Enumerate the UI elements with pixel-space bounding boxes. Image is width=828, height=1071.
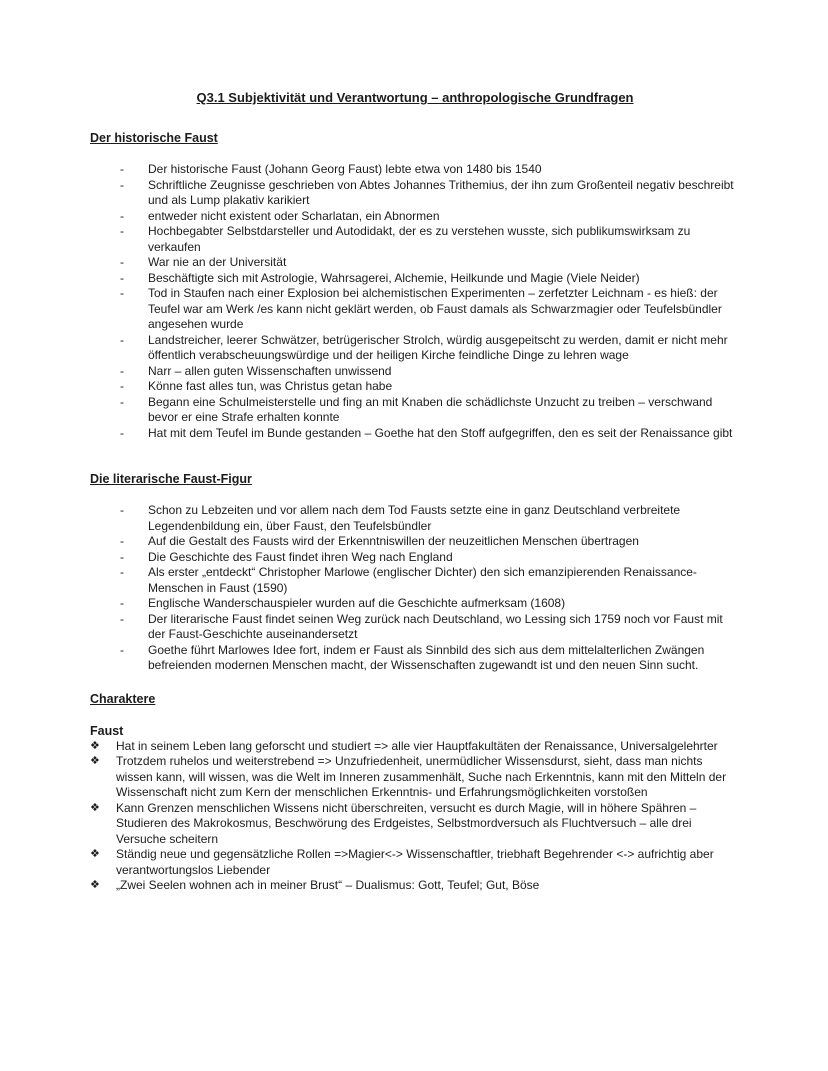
list-item-text: Schon zu Lebzeiten und vor allem nach dem Tod Fausts setzte eine in ganz Deutschland verbreitete Legendenbildung ein, über Faust, den Teufelsbündler — [148, 503, 681, 533]
bullet-list-die-literarische-faust-figur — [90, 503, 740, 674]
list-item-text: Begann eine Schulmeisterstelle und fing an mit Knaben die schädlichste Unzucht zu treiben – verschwand bevor er eine Strafe erhalten konnte — [148, 394, 713, 424]
list-item — [120, 208, 740, 225]
list-item-text: „Zwei Seelen wohnen ach in meiner Brust“ – Dualismus: Gott, Teufel; Gut, Böse — [116, 878, 540, 892]
diamond-bullet-marker: ❖ — [90, 755, 100, 767]
list-item-text: Kann Grenzen menschlichen Wissens nicht überschreiten, versucht es durch Magie, will in höhere Spähren – Studieren des Makrokosmus, Beschwörung des Erdgeistes, Selbstmordversuch als Fluchtversuch – alle drei Versuche scheitern — [116, 800, 697, 846]
list-item-text: Landstreicher, leerer Schwätzer, betrügerischer Strolch, würdig ausgepeitscht zu werden, damit er nicht mehr öffentlich verabscheuungswürdige und der heiligen Kirche feindliche Dinge zu lehren wage — [148, 332, 728, 362]
list-item — [120, 177, 740, 209]
list-item-text: Narr – allen guten Wissenschaften unwissend — [148, 363, 392, 378]
dash-bullet-marker: - — [120, 270, 124, 285]
diamond-bullet-marker: ❖ — [90, 848, 100, 860]
list-item — [90, 800, 740, 848]
list-item-text: Als erster „entdeckt“ Christopher Marlowe (englischer Dichter) den sich emanzipierenden Renaissance-Menschen in Faust (1590) — [148, 565, 697, 595]
list-item — [120, 611, 740, 643]
list-item — [120, 332, 740, 364]
list-item-text: Hat mit dem Teufel im Bunde gestanden – Goethe hat den Stoff aufgegriffen, den es seit der Renaissance gibt — [148, 425, 733, 440]
section-charaktere — [90, 691, 740, 894]
page-title: Q3.1 Subjektivität und Verantwortung – anthropologische Grundfragen — [196, 90, 634, 105]
list-item — [120, 286, 740, 333]
section-die-literarische-faust-figur — [90, 471, 740, 674]
list-item-text: Goethe führt Marlowes Idee fort, indem er Faust als Sinnbild des sich aus dem mittelalterlichen Zwängen befreienden modernen Menschen macht, der Wissenschaften zugewandt ist und den neuen Sinn sucht. — [148, 642, 705, 672]
list-item — [120, 224, 740, 255]
diamond-bullet-marker: ❖ — [90, 879, 100, 891]
subsection-heading-faust: Faust — [90, 723, 124, 738]
dash-bullet-marker: - — [120, 394, 124, 409]
list-item — [120, 270, 740, 287]
list-item-text: Auf die Gestalt des Fausts wird der Erkenntniswillen der neuzeitlichen Menschen übertragen — [148, 534, 639, 548]
dash-bullet-marker: - — [120, 332, 124, 347]
dash-bullet-marker: - — [120, 425, 124, 440]
list-item — [90, 738, 740, 755]
list-item-text: Ständig neue und gegensätzliche Rollen =>Magier<-> Wissenschaftler, triebhaft Begehrender <-> aufrichtig aber verantwortungslos Liebender — [116, 847, 714, 877]
list-item-text: entweder nicht existent oder Scharlatan, ein Abnormen — [148, 208, 440, 223]
dash-bullet-marker: - — [120, 642, 124, 657]
list-item — [120, 363, 740, 380]
list-item-text: Der literarische Faust findet seinen Weg zurück nach Deutschland, wo Lessing sich 1759 noch vor Faust mit der Faust-Geschichte auseinandersetzt — [148, 611, 723, 641]
list-item-text: Die Geschichte des Faust findet ihren Weg nach England — [148, 549, 453, 564]
dash-bullet-marker: - — [120, 379, 124, 393]
list-item-text: Tod in Staufen nach einer Explosion bei alchemistischen Experimenten – zerfetzter Leichnam - es hieß: der Teufel war am Werk /es kann nicht geklärt werden, ob Faust damals als Schwarzmagier oder Teufelsbündler angesehen wurde — [148, 286, 722, 331]
dash-bullet-marker: - — [120, 177, 124, 192]
list-item — [120, 642, 740, 674]
list-item-text: Der historische Faust (Johann Georg Faust) lebte etwa von 1480 bis 1540 — [148, 162, 542, 176]
dash-bullet-marker: - — [120, 255, 124, 269]
list-item — [90, 754, 740, 801]
dash-bullet-marker: - — [120, 208, 124, 223]
list-item-text: Schriftliche Zeugnisse geschrieben von Abtes Johannes Trithemius, der ihn zum Großenteil negativ beschreibt und als Lump plakativ karikiert — [148, 177, 734, 207]
dash-bullet-marker: - — [120, 596, 124, 610]
list-item — [120, 162, 740, 178]
dash-bullet-marker: - — [120, 162, 124, 176]
list-item-text: Könne fast alles tun, was Christus getan habe — [148, 379, 393, 393]
bullet-list-faust-charakter — [90, 739, 740, 894]
section-der-historische-faust — [90, 130, 740, 441]
list-item — [90, 878, 740, 894]
list-item — [120, 565, 740, 596]
list-item-text: War nie an der Universität — [148, 255, 287, 269]
dash-bullet-marker: - — [120, 549, 124, 564]
list-item — [120, 503, 740, 534]
list-item-text: Trotzdem ruhelos und weiterstrebend => Unzufriedenheit, unermüdlicher Wissensdurst, sieht, dass man nichts wissen kann, will wissen, was die Welt im Inneren zusammenhält, Suche nach Erkenntnis, kann mit den Mitteln der Wissenschaft nicht zum Kern der menschlichen Erkenntnis- und Erfahrungsmöglichkeiten vorstoßen — [116, 754, 727, 799]
section-heading-der-historische-faust: Der historische Faust — [90, 131, 218, 145]
dash-bullet-marker: - — [120, 565, 124, 579]
diamond-bullet-marker: ❖ — [90, 801, 100, 814]
bullet-list-der-historische-faust — [90, 162, 740, 441]
list-item-text: Hat in seinem Leben lang geforscht und studiert => alle vier Hauptfakultäten der Renaissance, Universalgelehrter — [116, 738, 718, 753]
list-item-text: Englische Wanderschauspieler wurden auf die Geschichte aufmerksam (1608) — [148, 596, 566, 610]
list-item — [120, 596, 740, 612]
list-item — [120, 379, 740, 395]
dash-bullet-marker: - — [120, 534, 124, 548]
list-item-text: Beschäftigte sich mit Astrologie, Wahrsagerei, Alchemie, Heilkunde und Magie (Viele Neider) — [148, 270, 640, 285]
list-item — [120, 534, 740, 550]
list-item — [120, 394, 740, 426]
dash-bullet-marker: - — [120, 611, 124, 626]
list-item — [120, 255, 740, 271]
list-item — [120, 425, 740, 442]
list-item — [120, 549, 740, 566]
dash-bullet-marker: - — [120, 224, 124, 238]
diamond-bullet-marker: ❖ — [90, 739, 100, 752]
list-item-text: Hochbegabter Selbstdarsteller und Autodidakt, der es zu verstehen wusste, sich publikumswirksam zu verkaufen — [148, 224, 691, 254]
section-heading-die-literarische-faust-figur: Die literarische Faust-Figur — [90, 472, 252, 486]
dash-bullet-marker: - — [120, 503, 124, 517]
list-item — [90, 847, 740, 878]
section-heading-charaktere: Charaktere — [90, 691, 156, 706]
dash-bullet-marker: - — [120, 286, 124, 300]
dash-bullet-marker: - — [120, 363, 124, 378]
